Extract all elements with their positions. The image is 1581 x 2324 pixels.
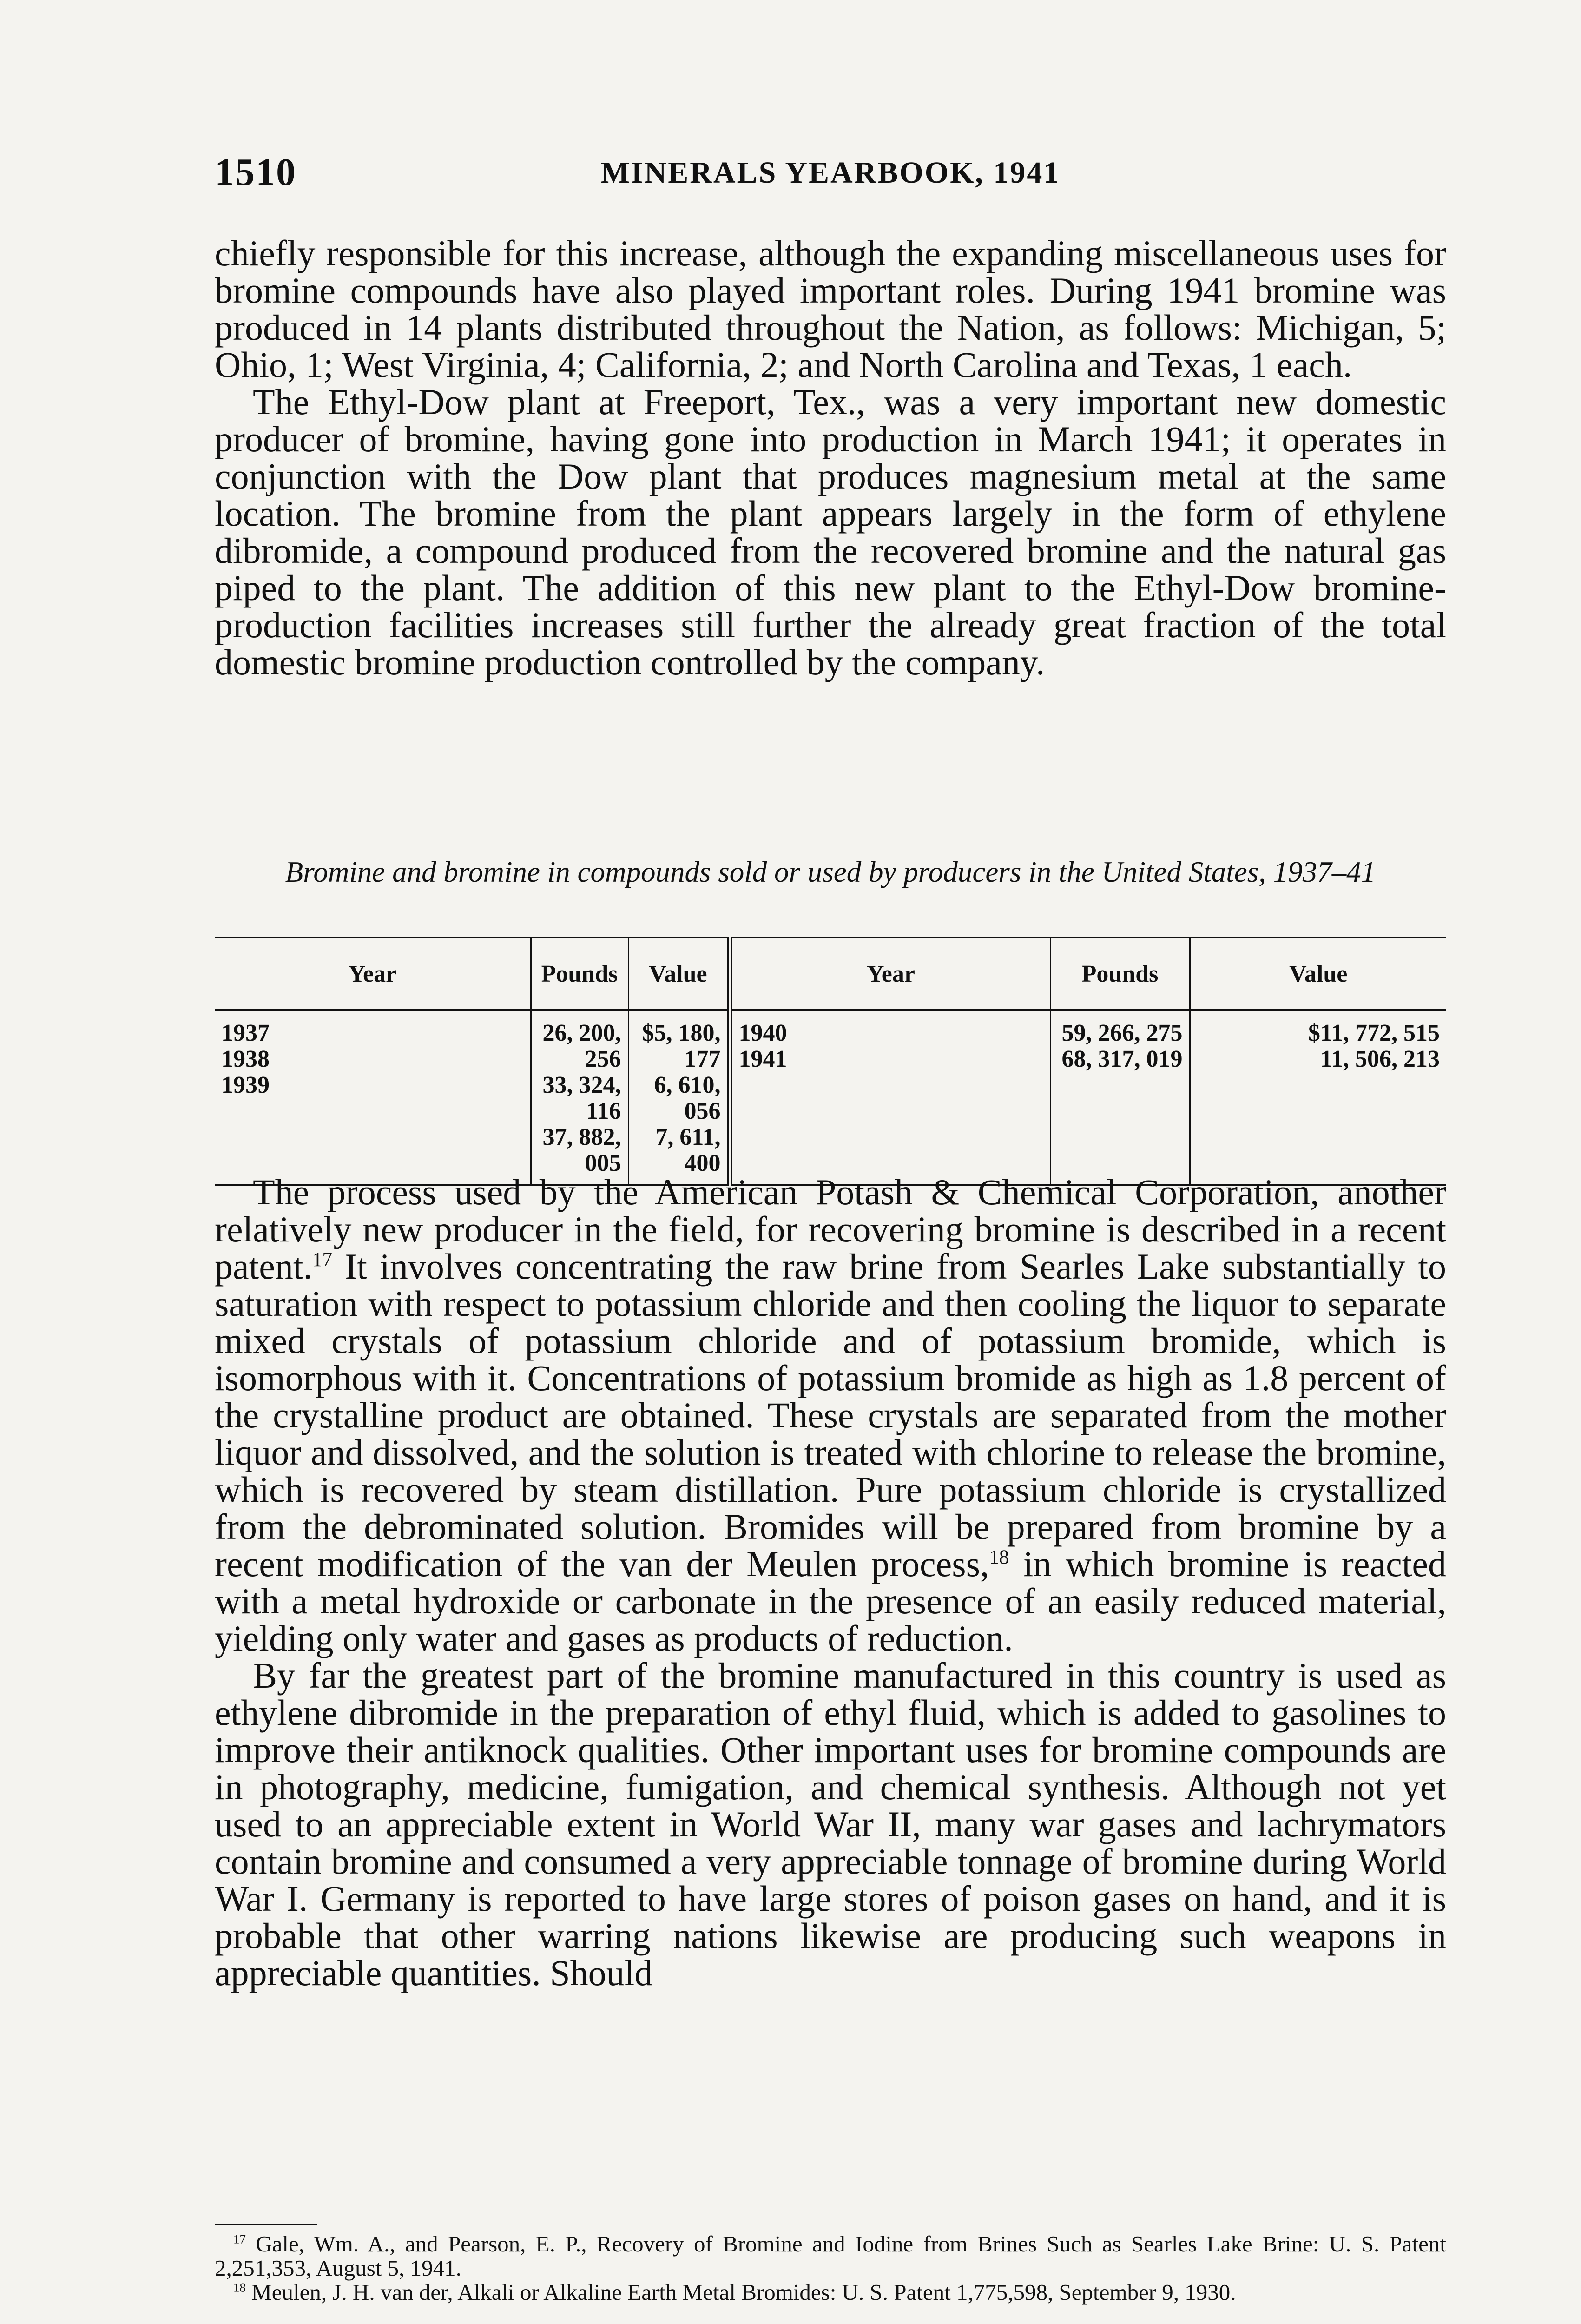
value-cells-right: [1190, 1010, 1446, 1185]
footnote-rule: [215, 2224, 317, 2225]
footnotes: [215, 2224, 1446, 2304]
column-header-value: Value: [628, 938, 730, 1010]
value-cell: $5, 180, 177: [642, 1020, 721, 1072]
value-cells-left: [628, 1010, 730, 1185]
column-header-value: Value: [1190, 938, 1446, 1010]
column-header-pounds: Pounds: [531, 938, 628, 1010]
column-header-pounds: Pounds: [1050, 938, 1190, 1010]
year-cells-left: [215, 1010, 531, 1185]
year-cell: 1940: [738, 1020, 787, 1046]
table-header-row: [215, 938, 1446, 1010]
pounds-cells-left: [531, 1010, 628, 1185]
paragraph-bromine-uses: By far the greatest part of the bromine manufactured in this country is used as ethylene dibromide in the preparation of ethyl fluid, which is added to gasolines to improve their antiknock qualities. Other important uses for bromine compounds are in photography, medicine, fumigation, and chemical synthesis. Although not yet used to an appreciable extent in World War II, many war gases and lachrymators contain bromine and consumed a very appreciable tonnage of bromine during World War I. Germany is reported to have large stores of poison gases on hand, and it is probable that other warring nations likewise are producing such weapons in appreciable quantities. Should: [215, 1655, 1446, 1993]
bromine-table: [215, 937, 1446, 1186]
pounds-cell: 33, 324, 116: [542, 1072, 621, 1124]
year-cell: 1941: [738, 1046, 787, 1072]
column-header-year: Year: [215, 938, 531, 1010]
paragraph-ethyl-dow: The Ethyl-Dow plant at Freeport, Tex., was a very important new domestic producer of bromine, having gone into production in March 1941; it operates in conjunction with the Dow plant that produces magnesium metal at the same location. The bromine from the plant appears largely in the form of ethylene dibromide, a compound produced from the recovered bromine and the natural gas piped to the plant. The addition of this new plant to the Ethyl-Dow bromine-production facilities increases still further the already great fraction of the total domestic bromine production controlled by the company.: [215, 382, 1446, 682]
value-cell: $11, 772, 515: [1308, 1020, 1440, 1046]
pounds-cell: 59, 266, 275: [1061, 1020, 1183, 1046]
value-cell: 11, 506, 213: [1320, 1046, 1440, 1072]
paragraph-text: in which bromine is reacted with a metal hydroxide or carbonate in the presence of an easily reduced material, yielding only water and gases as products of reduction.: [215, 1544, 1446, 1658]
footnote-mark: 17: [233, 2232, 246, 2246]
table-caption: Bromine and bromine in compounds sold or used by producers in the United States, 1937–41: [285, 856, 1376, 888]
footnote-text: Meulen, J. H. van der, Alkali or Alkaline Earth Metal Bromides: U. S. Patent 1,775,598, September 9, 1930.: [251, 2279, 1236, 2305]
footnote-text: Gale, Wm. A., and Pearson, E. P., Recovery of Bromine and Iodine from Brines Such as Searles Lake Brine: U. S. Patent 2,251,353, August 5, 1941.: [215, 2231, 1447, 2281]
pounds-cell: 37, 882, 005: [542, 1124, 621, 1176]
paragraph-text: The process used by the American Potash & Chemical Corporation, another relatively new producer in the field, for recovering bromine is described in a recent patent.: [215, 1172, 1446, 1287]
value-cell: 6, 610, 056: [654, 1072, 721, 1124]
page-number: 1510: [215, 151, 296, 194]
year-cells-right: [730, 1010, 1050, 1185]
table-row: [215, 1010, 1446, 1185]
value-cell: 7, 611, 400: [655, 1124, 721, 1176]
footnote-17: [215, 2232, 1446, 2280]
footnote-ref-18: 18: [989, 1546, 1009, 1568]
column-header-year: Year: [730, 938, 1050, 1010]
year-cell: 1939: [221, 1072, 270, 1098]
page-header: [215, 150, 1446, 201]
paragraph-potash-process: [215, 1174, 1446, 1657]
footnote-18: [215, 2280, 1446, 2304]
year-cell: 1937: [221, 1020, 270, 1046]
footnote-mark: 18: [233, 2280, 246, 2295]
pounds-cells-right: [1050, 1010, 1190, 1185]
intro-text: [215, 235, 1446, 681]
running-head: MINERALS YEARBOOK, 1941: [600, 156, 1061, 190]
pounds-cell: 26, 200, 256: [542, 1020, 621, 1072]
pounds-cell: 68, 317, 019: [1061, 1046, 1183, 1072]
paragraph-bromine-plants: chiefly responsible for this increase, although the expanding miscellaneous uses for bromine compounds have also played important roles. During 1941 bromine was produced in 14 plants distributed throughout the Nation, as follows: Michigan, 5; Ohio, 1; West Virginia, 4; California, 2; and North Carolina and Texas, 1 each.: [215, 233, 1446, 385]
process-text: [215, 1174, 1446, 1992]
paragraph-text: It involves concentrating the raw brine from Searles Lake substantially to saturation with respect to potassium chloride and then cooling the liquor to separate mixed crystals of potassium chloride and of potassium bromide, which is isomorphous with it. Concentrations of potassium bromide as high as 1.8 percent of the crystalline product are obtained. These crystals are separated from the mother liquor and dissolved, and the solution is treated with chlorine to release the bromine, which is recovered by steam distillation. Pure potassium chloride is crystallized from the debrominated solution. Bromides will be prepared from bromine by a recent modification of the van der Meulen process,: [215, 1246, 1446, 1584]
year-cell: 1938: [221, 1046, 270, 1072]
footnote-ref-17: 17: [312, 1249, 332, 1271]
